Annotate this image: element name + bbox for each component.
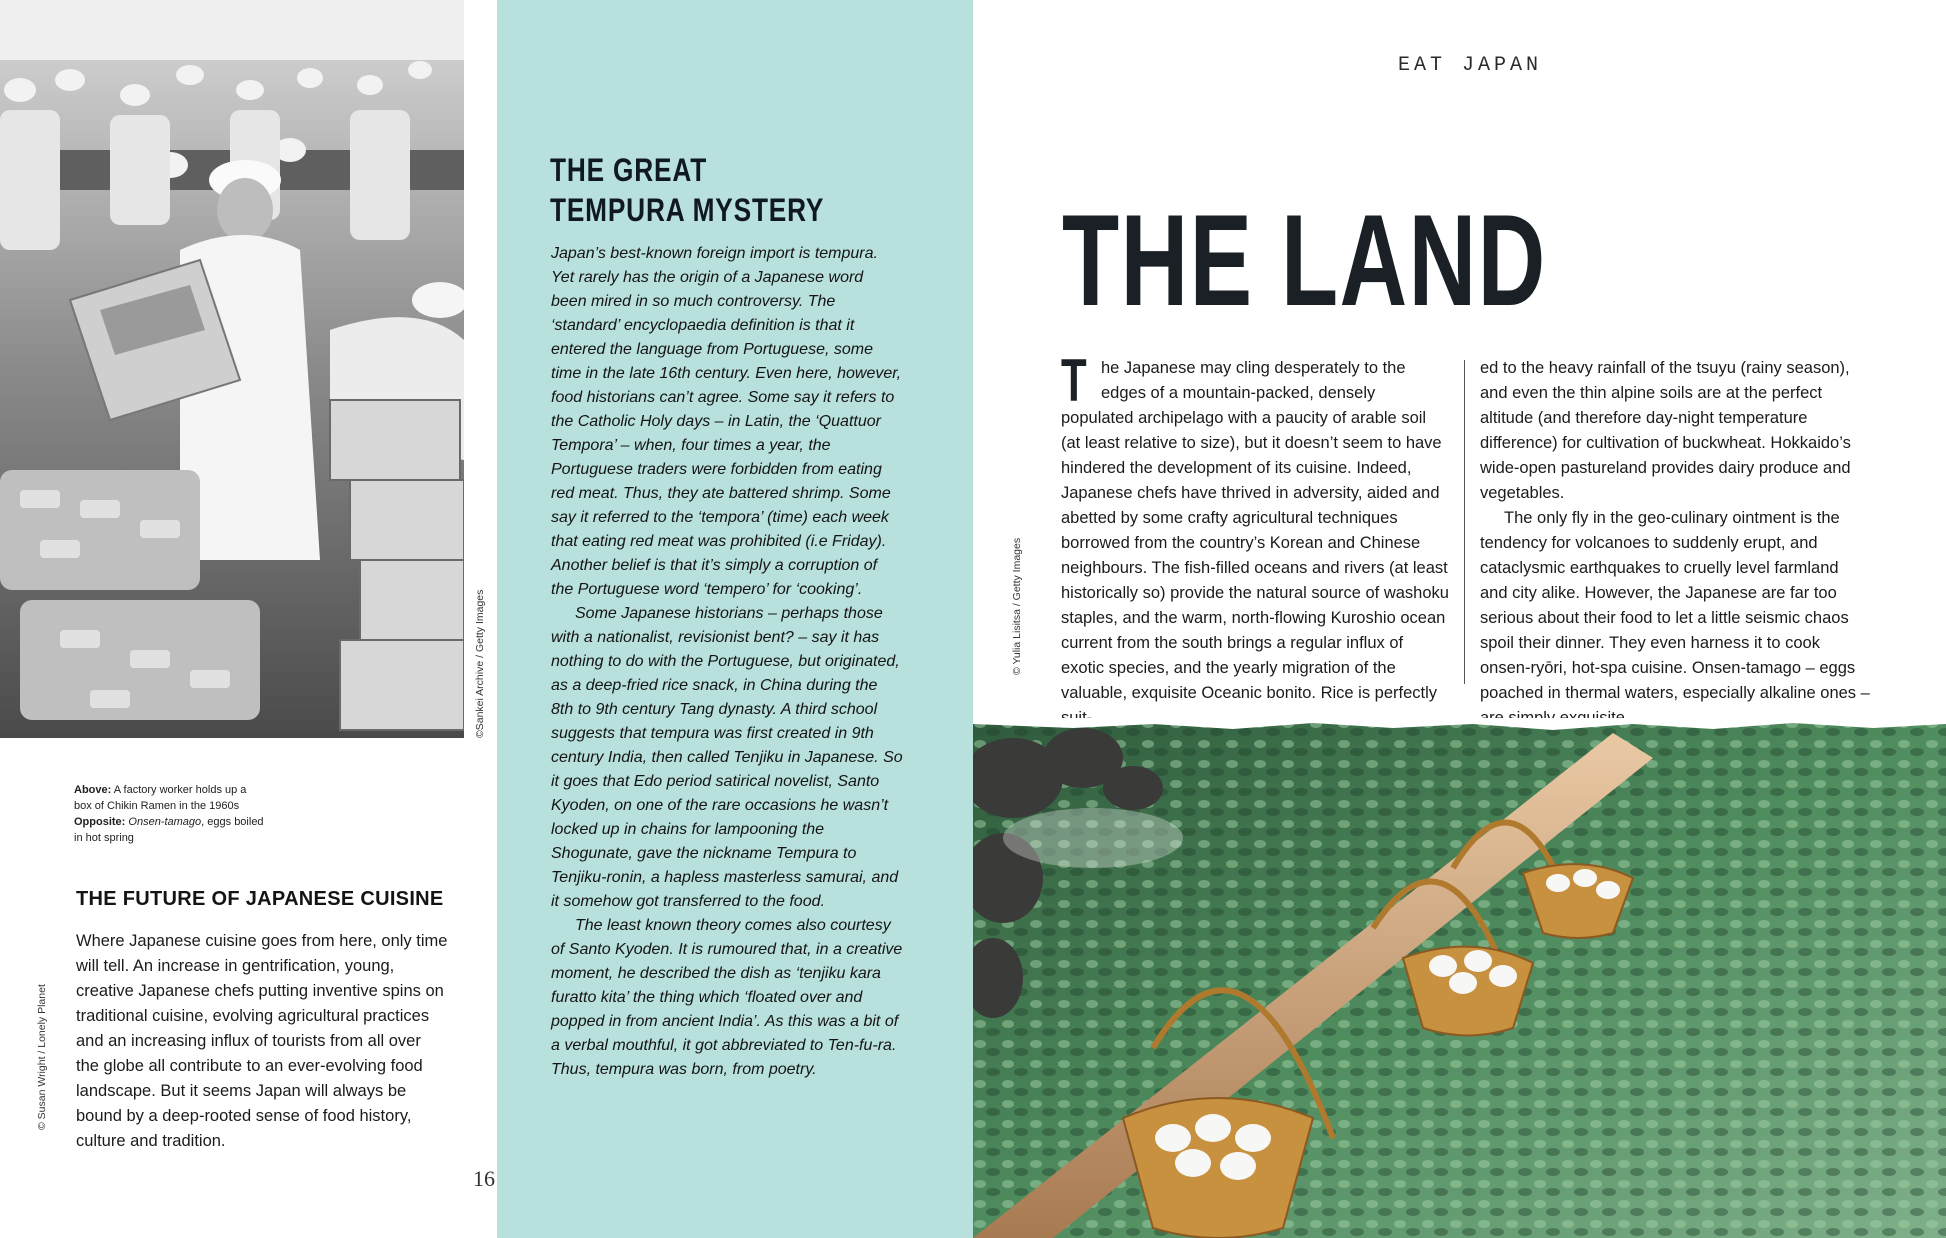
caption-opposite-emph: Onsen-tamago bbox=[125, 816, 202, 828]
caption-above-label: Above: bbox=[74, 784, 112, 796]
sidebar-paragraph: Japan’s best-known foreign import is tempura. Yet rarely has the origin of a Japanese word been mired in so much controversy. The ‘standard’ encyclopaedia definition is that it entered the language from Portuguese, some time in the late 16th century. Even here, however, food historians can’t agree. Some say it refers to the Catholic Holy days – in Latin, the ‘Quattuor Tempora’ – when, four times a year, the Portuguese traders were forbidden from eating red meat. Thus, they ate battered shrimp. Some say it referred to the ‘tempora’ (time) each week that eating red meat was prohibited (i.e Friday). Another belief is that it’s simply a corruption of the Portuguese word ‘tempero’ for ‘cooking’. bbox=[551, 245, 902, 598]
sidebar-paragraph: The least known theory comes also courtesy of Santo Kyoden. It is rumoured that, in a creative moment, he described the dish as ‘tenjiku kara furatto kita’ the thing which ‘floated over and popped in from ancient India’. As this was a bit of a verbal mouthful, it got abbreviated to Ten-fu-ra. Thus, tempura was born, from poetry. bbox=[551, 917, 903, 1078]
body-column-2 bbox=[1480, 356, 1870, 731]
body-paragraph: he Japanese may cling desperately to the edges of a mountain-packed, densely populated archipelago with a paucity of arable soil (at least relative to size), but it doesn’t seem to have hindered the development of its cuisine. Indeed, Japanese chefs have thrived in adversity, aided and abetted by some crafty agricultural techniques borrowed from the country’s Korean and Chinese neighbours. The fish-filled oceans and rivers (at least historically so) provide the natural source of washoku staples, and the warm, north-flowing Kuroshio ocean current from the south brings a regular influx of exotic species, and the yearly migration of the valuable, exquisite Oceanic bonito. Rice is perfectly bbox=[1061, 359, 1449, 702]
drop-cap: T bbox=[1061, 347, 1087, 414]
sidebar-paragraph: Some Japanese historians – perhaps those with a nationalist, revisionist bent? – say it has nothing to do with the Portuguese, but originated, as a deep-fried rice snack, in China during the 8th to 9th century Tang dynasty. A third school suggests that tempura was first created in 9th century India, then called Tenjiku in Japanese. So it goes that Edo period satirical novelist, Santo Kyoden, on one of the rare occasions he wasn’t locked up in chains for lampooning the Shogunate, gave the nickname Tempura to Tenjiku-ronin, a hapless masterless samurai, and it somehow got transferred to the food. bbox=[551, 605, 903, 910]
running-head: EAT JAPAN bbox=[1398, 54, 1543, 77]
side-photo-credit: © Susan Wright / Lonely Planet bbox=[36, 984, 48, 1130]
onsen-eggs-photo bbox=[973, 718, 1946, 1238]
body-column-1 bbox=[1061, 347, 1449, 731]
sidebar-title bbox=[550, 150, 824, 230]
caption-above-text: A factory worker holds up a box of Chikin Ramen in the 1960s bbox=[74, 784, 247, 812]
caption-opposite-text: , eggs boiled in hot spring bbox=[74, 816, 264, 844]
chapter-title: THE LAND bbox=[1062, 187, 1547, 333]
sidebar-body bbox=[551, 242, 903, 1082]
caption-opposite-label: Opposite: bbox=[74, 816, 126, 828]
sidebar-title-line2: TEMPURA MYSTERY bbox=[550, 192, 825, 228]
onsen-photo-credit: © Yulia Lisitsa / Getty Images bbox=[1011, 537, 1023, 675]
photo-caption bbox=[74, 782, 264, 846]
future-heading: THE FUTURE OF JAPANESE CUISINE bbox=[76, 888, 444, 910]
future-body: Where Japanese cuisine goes from here, only time will tell. An increase in gentrification, young, creative Japanese chefs putting inventive spins on traditional cuisine, evolving agricultural practices and an increasing influx of tourists from all over the globe all contribute to an ever-evolving food landscape. But it seems Japan will always be bound by a deep-rooted sense of food history, culture and tradition. bbox=[76, 932, 448, 1150]
factory-photo-illustration bbox=[0, 0, 464, 738]
column-divider bbox=[1464, 360, 1465, 684]
body-paragraph: ed to the heavy rainfall of the tsuyu (rainy season), and even the thin alpine soils are at the perfect altitude (and therefore day-night temperature difference) for cultivation of buckwheat. Hokkaido’s wide-open pastureland provides dairy produce and vegetables. bbox=[1480, 359, 1851, 502]
sidebar-title-line1: THE GREAT bbox=[550, 152, 708, 188]
page-number: 16 bbox=[473, 1166, 495, 1191]
body-paragraph: The only fly in the geo-culinary ointment is the tendency for volcanoes to suddenly erupt, and cataclysmic earthquakes to cruelly level farmland and city alike. However, the Japanese are far too serious about their food to let a little seismic chaos spoil their dinner. They even harness it to cook onsen-ryōri, hot-spa cuisine. Onsen-tamago – eggs poached in thermal waters, especially alkaline ones – bbox=[1480, 509, 1870, 702]
factory-photo-credit: ©Sankei Archive / Getty Images bbox=[474, 589, 486, 738]
onsen-eggs-illustration bbox=[973, 718, 1946, 1238]
factory-photo bbox=[0, 0, 464, 738]
